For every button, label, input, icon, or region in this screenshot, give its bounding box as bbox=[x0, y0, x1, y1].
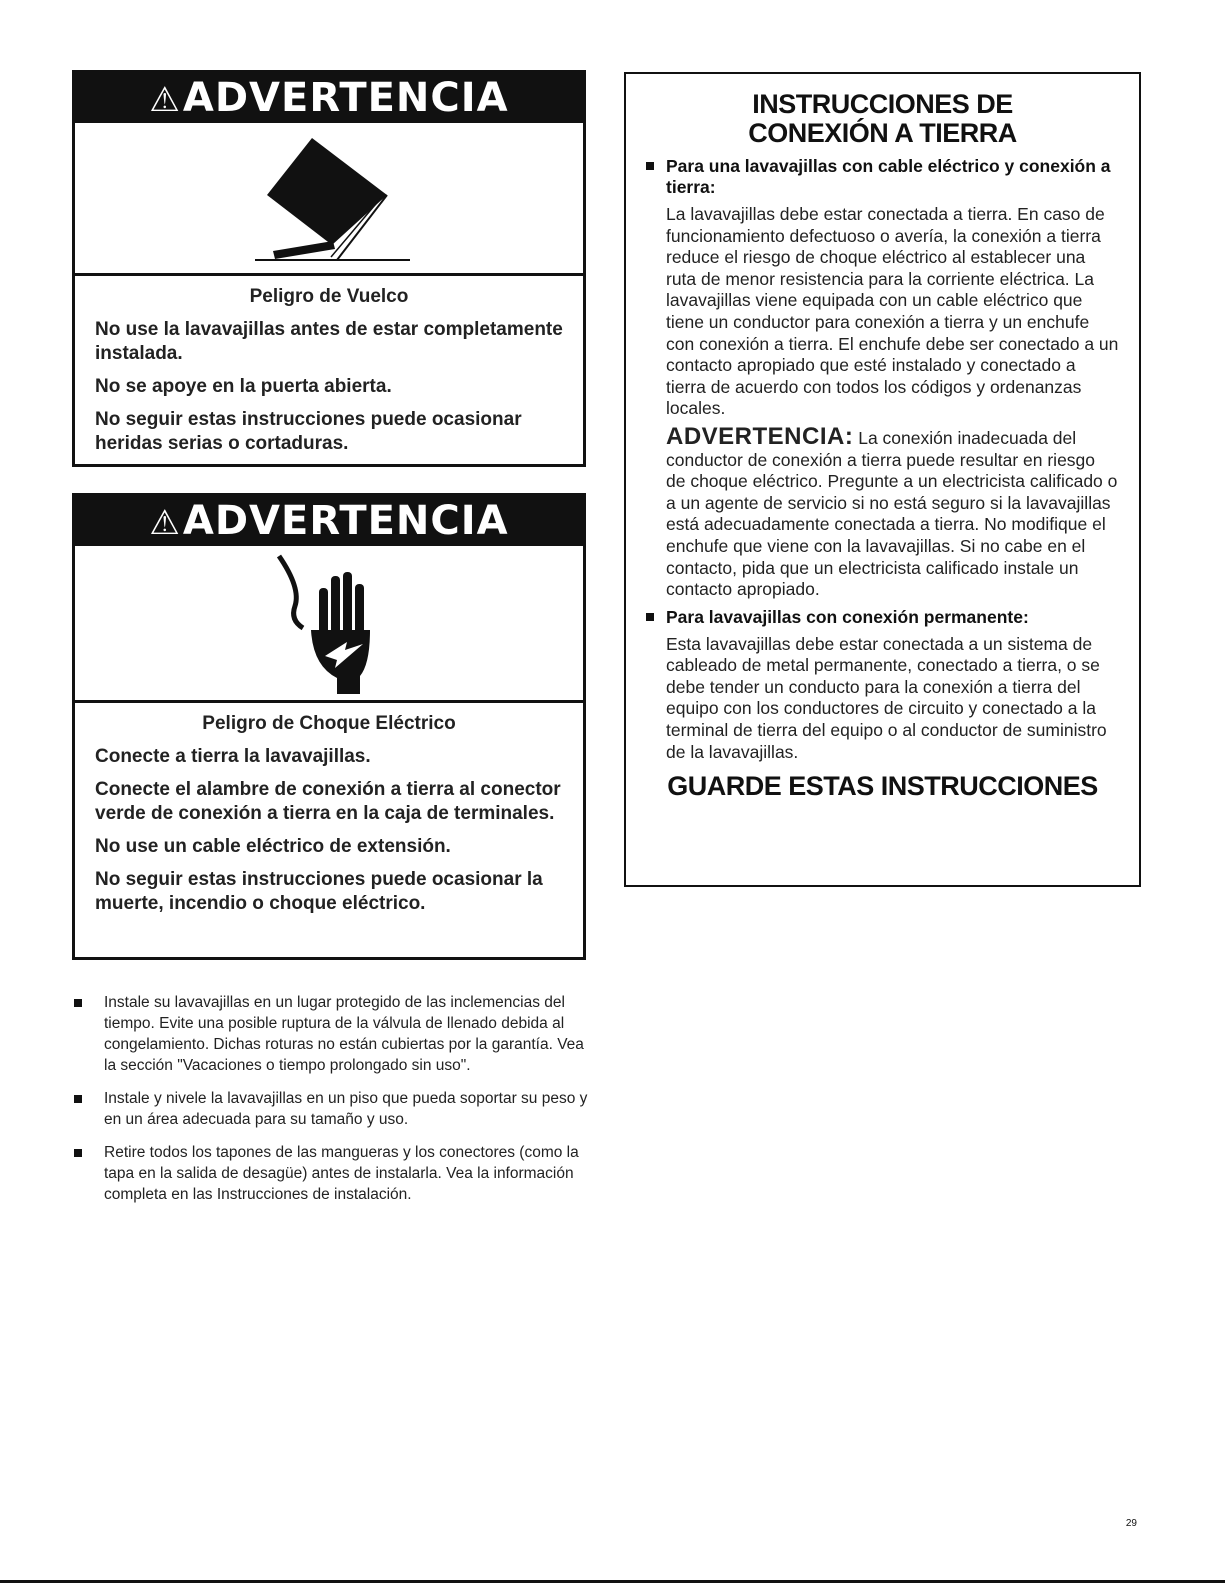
warning-triangle-icon: ⚠ bbox=[149, 80, 181, 120]
list-item-text: Retire todos los tapones de las mangueras y los conectores (como la tapa en la salida de desagüe) antes de instalarla. Vea la información completa en las Instrucciones de instalación. bbox=[104, 1144, 579, 1203]
section-paragraph: La lavavajillas debe estar conectada a tierra. En caso de funcionamiento defectuoso o avería, la conexión a tierra reduce el riesgo de choque eléctrico al establecer una ruta de menor resistencia para la corriente eléctrica. La lavavajillas viene equipada con un cable eléctrico que tiene un conductor para conexión a tierra y un enchufe con conexión a tierra. El enchufe debe ser conectado a un contacto apropiado que esté instalado y conectado a tierra de acuerdo con todos los códigos y ordenanzas locales. bbox=[666, 204, 1119, 419]
page-number: 29 bbox=[1125, 1518, 1137, 1529]
list-item bbox=[72, 992, 588, 1076]
warning-line: No se apoye en la puerta abierta. bbox=[95, 376, 392, 397]
list-item-text: Instale su lavavajillas en un lugar protegido de las inclemencias del tiempo. Evite una posible ruptura de la válvula de llenado debida al congelamiento. Dichas roturas no están cubiertas por la garantía. Vea la sección "Vacaciones o tiempo prolongado sin uso". bbox=[104, 994, 584, 1074]
tip-over-warning-box bbox=[72, 70, 586, 467]
section-title bbox=[646, 607, 1119, 628]
warning-header-text: ADVERTENCIA bbox=[182, 75, 509, 121]
warning-subtitle: Peligro de Vuelco bbox=[249, 286, 409, 307]
page-bottom-rule bbox=[0, 1580, 1225, 1583]
warning-line: Conecte el alambre de conexión a tierra al conector verde de conexión a tierra en la caja de terminales. bbox=[95, 779, 561, 824]
bullet-square-icon bbox=[646, 613, 654, 621]
grounding-title-line: INSTRUCCIONES DE bbox=[752, 89, 1013, 119]
tip-over-icon bbox=[75, 123, 583, 276]
installation-bullet-list bbox=[72, 992, 588, 1217]
section-paragraph: Esta lavavajillas debe estar conectada a un sistema de cableado de metal permanente, conectado a tierra, o se debe tender un conducto para la conexión a tierra del equipo con los conductores de circuito y conectado a la terminal de tierra del equipo o al conductor de suministro de la lavavajillas. bbox=[666, 633, 1107, 762]
section-title-text: Para lavavajillas con conexión permanente: bbox=[666, 606, 1029, 627]
bullet-square-icon bbox=[74, 1095, 82, 1103]
grounding-title-line: CONEXIÓN A TIERRA bbox=[748, 118, 1017, 148]
section-title-text: Para una lavavajillas con cable eléctrico y conexión a tierra: bbox=[666, 156, 1111, 197]
warning-word: ADVERTENCIA: bbox=[666, 422, 854, 450]
grounding-instructions-box bbox=[624, 72, 1141, 887]
list-item-text: Instale y nivele la lavavajillas en un piso que pueda soportar su peso y en un área adecuada para su tamaño y uso. bbox=[104, 1090, 588, 1128]
warning-line: No seguir estas instrucciones puede ocasionar heridas serias o cortaduras. bbox=[95, 409, 522, 454]
warning-header bbox=[75, 73, 583, 123]
warning-triangle-icon: ⚠ bbox=[149, 503, 181, 543]
list-item bbox=[72, 1088, 588, 1130]
warning-text: La conexión inadecuada del conductor de conexión a tierra puede resultar en riesgo de choque eléctrico. Pregunte a un electricista calificado o a un agente de servicio si no está seguro si la lavavajillas está adecuadamente conectada a tierra. No modifique el enchufe que viene con la lavavajillas. Si no cabe en el contacto, pida que un electricista calificado instale un contacto apropiado. bbox=[666, 427, 1118, 600]
bullet-square-icon bbox=[74, 999, 82, 1007]
section-title bbox=[646, 156, 1119, 198]
save-instructions-heading: GUARDE ESTAS INSTRUCCIONES bbox=[667, 771, 1098, 802]
bullet-square-icon bbox=[74, 1149, 82, 1157]
warning-header bbox=[75, 496, 583, 546]
warning-subtitle: Peligro de Choque Eléctrico bbox=[202, 713, 456, 734]
list-item bbox=[72, 1142, 588, 1205]
warning-line: Conecte a tierra la lavavajillas. bbox=[95, 746, 371, 767]
grounding-title bbox=[646, 90, 1119, 148]
electric-shock-icon bbox=[75, 546, 583, 703]
warning-line: No use un cable eléctrico de extensión. bbox=[95, 836, 451, 857]
warning-line: No use la lavavajillas antes de estar completamente instalada. bbox=[95, 319, 563, 364]
electric-shock-warning-box bbox=[72, 493, 586, 960]
bullet-square-icon bbox=[646, 162, 654, 170]
warning-header-text: ADVERTENCIA bbox=[182, 498, 509, 544]
warning-line: No seguir estas instrucciones puede ocasionar la muerte, incendio o choque eléctrico. bbox=[95, 869, 543, 914]
warning-paragraph bbox=[646, 422, 1119, 601]
